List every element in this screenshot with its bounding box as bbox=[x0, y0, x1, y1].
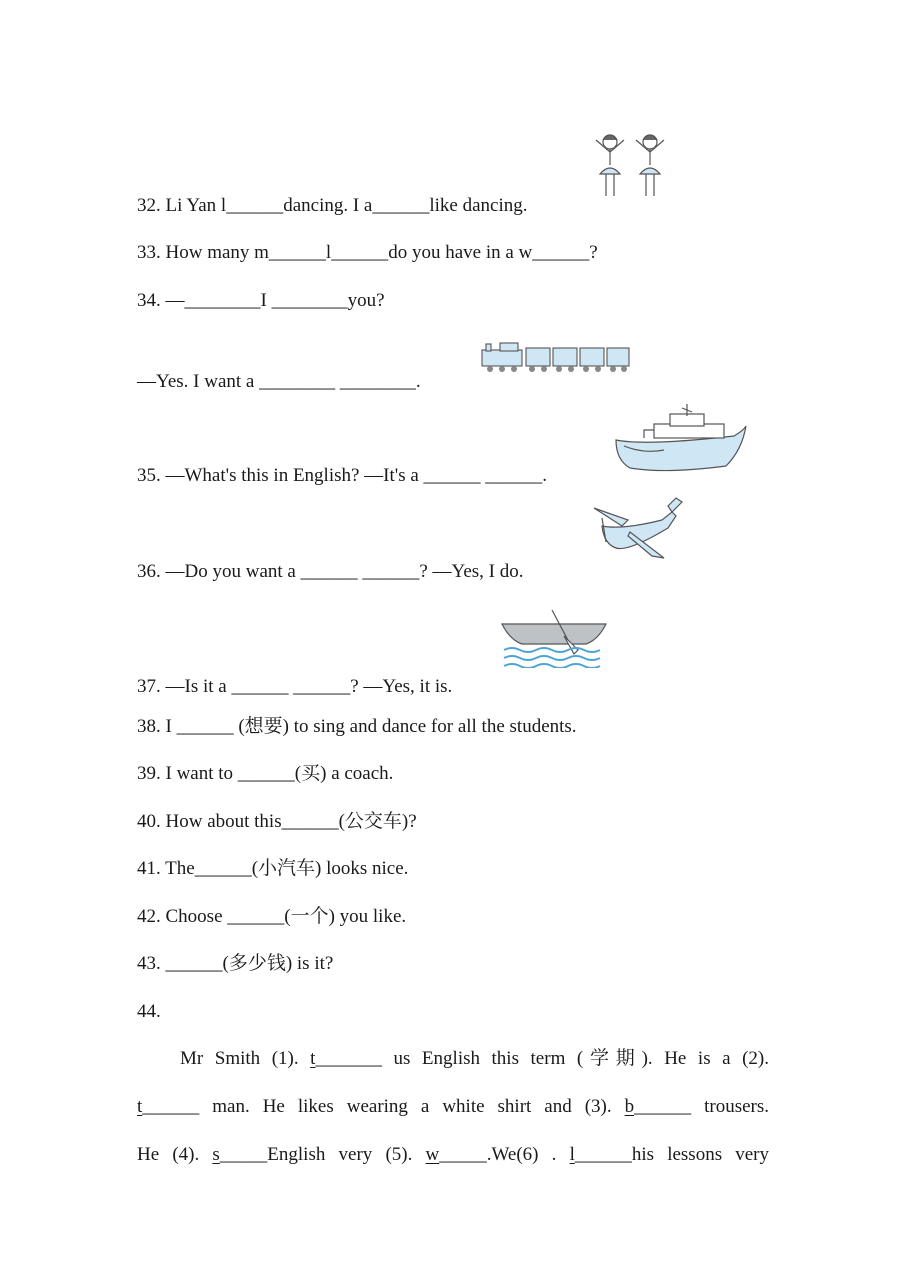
boat-picture bbox=[500, 608, 610, 668]
hint-letter: b bbox=[624, 1096, 635, 1117]
passage-text: ______his lessons very bbox=[574, 1144, 770, 1165]
question-35: 35. —What's this in English? —It's a ______ ______. bbox=[137, 465, 548, 486]
passage-text: Mr Smith (1). bbox=[180, 1048, 311, 1069]
passage-text: _____English very (5). bbox=[219, 1144, 426, 1165]
question-33: 33. How many m______l______do you have in a w______? bbox=[137, 242, 598, 263]
passage-text: _______ us English this term (学期). He is a (2). bbox=[315, 1048, 770, 1069]
question-42: 42. Choose ______(一个) you like. bbox=[137, 906, 407, 927]
hint-letter: t bbox=[310, 1048, 316, 1069]
question-40: 40. How about this______(公交车)? bbox=[137, 811, 417, 832]
passage-line-1 bbox=[137, 1047, 769, 1071]
question-34-prompt: 34. —________I ________you? bbox=[137, 290, 385, 311]
passage-text: He (4). bbox=[137, 1144, 213, 1165]
question-32: 32. Li Yan l______dancing. I a______like dancing. bbox=[137, 195, 528, 216]
hint-letter: w bbox=[425, 1144, 440, 1165]
question-41: 41. The______(小汽车) looks nice. bbox=[137, 858, 409, 879]
ballerinas-picture bbox=[588, 128, 680, 206]
hint-letter: l bbox=[569, 1144, 575, 1165]
question-37: 37. —Is it a ______ ______? —Yes, it is. bbox=[137, 676, 453, 697]
question-39: 39. I want to ______(买) a coach. bbox=[137, 763, 394, 784]
passage-text: _____.We(6) . bbox=[439, 1144, 570, 1165]
question-43: 43. ______(多少钱) is it? bbox=[137, 953, 334, 974]
question-44: 44. bbox=[137, 1001, 161, 1022]
question-36: 36. —Do you want a ______ ______? —Yes, I do. bbox=[137, 561, 524, 582]
hint-letter: s bbox=[212, 1144, 220, 1165]
train-picture bbox=[480, 340, 632, 374]
passage-line-3 bbox=[137, 1143, 769, 1167]
question-34-answer: —Yes. I want a ________ ________. bbox=[137, 371, 421, 392]
passage-text: ______ trousers. bbox=[634, 1096, 769, 1117]
ship-picture bbox=[614, 402, 748, 474]
passage-text: ______ man. He likes wearing a white shirt and (3). bbox=[142, 1096, 625, 1117]
question-38: 38. I ______ (想要) to sing and dance for all the students. bbox=[137, 716, 577, 737]
airplane-picture bbox=[590, 496, 686, 576]
passage-line-2 bbox=[137, 1095, 769, 1119]
hint-letter: t bbox=[137, 1096, 143, 1117]
